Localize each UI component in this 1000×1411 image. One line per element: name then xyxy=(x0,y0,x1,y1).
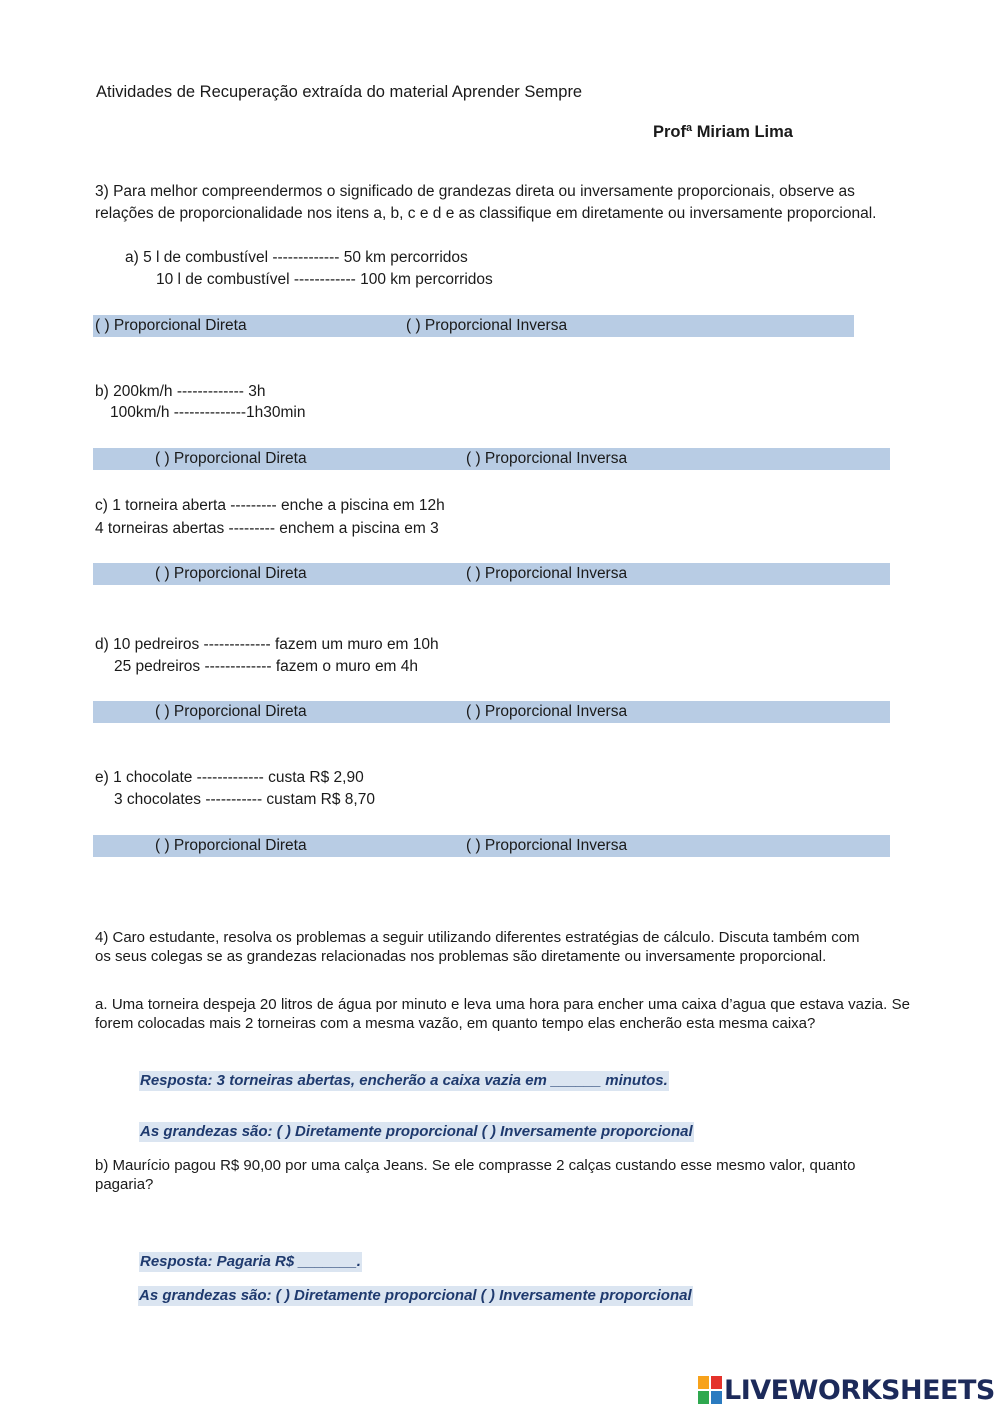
teacher-name: Profª Miriam Lima xyxy=(653,123,793,141)
q3-item-d-direct-option[interactable]: ( ) Proporcional Direta xyxy=(155,703,307,720)
q4-item-a-text: a. Uma torneira despeja 20 litros de água por minuto e leva uma hora para encher uma caixa d’agua que estava vazia. Se forem colocadas mais 2 torneiras com a mesma vazão, em quanto tempo elas encherão esta mesma caixa? xyxy=(95,996,910,1032)
q3-item-e-line2: 3 chocolates ----------- custam R$ 8,70 xyxy=(114,791,375,808)
q3-item-e-inverse-option[interactable]: ( ) Proporcional Inversa xyxy=(466,837,628,854)
q3-item-b-options xyxy=(93,448,890,470)
q3-item-d-line1: d) 10 pedreiros ------------- fazem um muro em 10h xyxy=(95,636,439,653)
q3-item-b-inverse-option[interactable]: ( ) Proporcional Inversa xyxy=(466,450,628,467)
q3-item-a-options xyxy=(93,315,854,337)
q4-item-b-answer[interactable]: Resposta: Pagaria R$ _______. xyxy=(140,1253,361,1270)
q3-item-d-options xyxy=(93,701,890,723)
q4-intro: 4) Caro estudante, resolva os problemas a seguir utilizando diferentes estratégias de cálculo. Discuta também com os seus colegas se as grandezas relacionadas nos problemas são diretamente ou inversamente proporcional. xyxy=(95,929,860,965)
q3-item-e-options xyxy=(93,835,890,857)
q3-item-a-line1: a) 5 l de combustível ------------- 50 km percorridos xyxy=(125,249,468,266)
q3-item-b-line1: b) 200km/h ------------- 3h xyxy=(95,383,266,400)
q3-item-b-line2: 100km/h --------------1h30min xyxy=(110,404,306,421)
q3-item-d-line2: 25 pedreiros ------------- fazem o muro em 4h xyxy=(114,658,419,675)
q4-item-b-grandezas[interactable]: As grandezas são: ( ) Diretamente proporcional ( ) Inversamente proporcional xyxy=(139,1287,692,1304)
q4-item-b-text: b) Maurício pagou R$ 90,00 por uma calça Jeans. Se ele comprasse 2 calças custando esse mesmo valor, quanto pagaria? xyxy=(95,1157,856,1193)
liveworksheets-wordmark: LIVEWORKSHEETS xyxy=(724,1374,995,1406)
q3-item-c-line1: c) 1 torneira aberta --------- enche a piscina em 12h xyxy=(95,497,445,514)
q4-item-a-answer[interactable]: Resposta: 3 torneiras abertas, encherão a caixa vazia em ______ minutos. xyxy=(140,1072,668,1089)
liveworksheets-logo xyxy=(698,1374,995,1406)
q4-item-a-grandezas[interactable]: As grandezas são: ( ) Diretamente proporcional ( ) Inversamente proporcional xyxy=(140,1123,693,1140)
q3-item-e-direct-option[interactable]: ( ) Proporcional Direta xyxy=(155,837,307,854)
q3-intro: 3) Para melhor compreendermos o significado de grandezas direta ou inversamente proporcionais, observe as relações de proporcionalidade nos itens a, b, c e d e as classifique em diretamente ou inversamente proporcional. xyxy=(95,183,877,222)
q3-item-b-direct-option[interactable]: ( ) Proporcional Direta xyxy=(155,450,307,467)
q3-item-a-inverse-option[interactable]: ( ) Proporcional Inversa xyxy=(406,317,568,334)
document-title: Atividades de Recuperação extraída do material Aprender Sempre xyxy=(96,83,583,101)
q3-item-c-direct-option[interactable]: ( ) Proporcional Direta xyxy=(155,565,307,582)
q3-item-a-direct-option[interactable]: ( ) Proporcional Direta xyxy=(95,317,247,334)
liveworksheets-icon xyxy=(698,1376,722,1404)
q3-item-a-line2: 10 l de combustível ------------ 100 km percorridos xyxy=(156,271,493,288)
q3-item-c-options xyxy=(93,563,890,585)
q3-item-c-line2: 4 torneiras abertas --------- enchem a piscina em 3 xyxy=(95,520,439,537)
q3-item-e-line1: e) 1 chocolate ------------- custa R$ 2,90 xyxy=(95,769,364,786)
q3-item-c-inverse-option[interactable]: ( ) Proporcional Inversa xyxy=(466,565,628,582)
q3-item-d-inverse-option[interactable]: ( ) Proporcional Inversa xyxy=(466,703,628,720)
